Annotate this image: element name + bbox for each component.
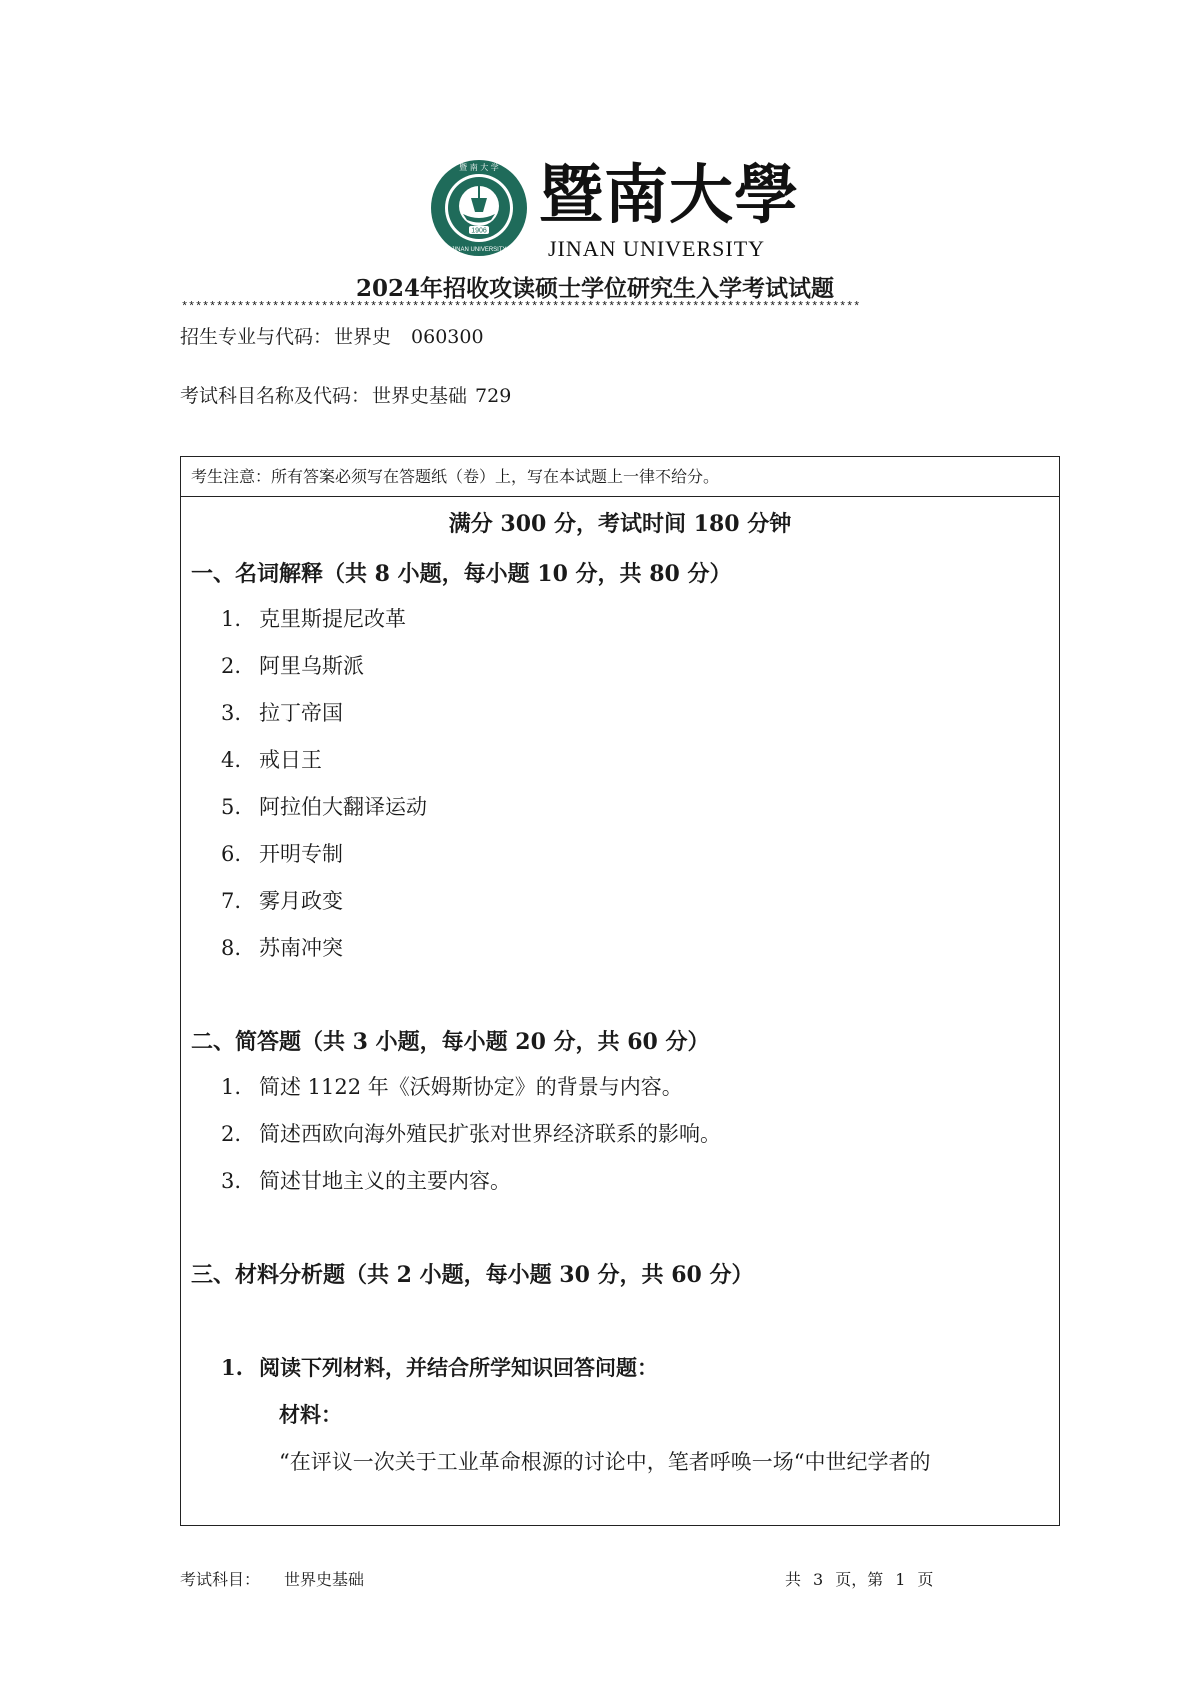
list-item: 2. 简述西欧向海外殖民扩张对世界经济联系的影响。	[221, 1122, 721, 1146]
page-total: 3	[813, 1570, 824, 1589]
svg-text:暨 南 大 学: 暨 南 大 学	[459, 163, 499, 172]
exam-content-box	[180, 456, 1060, 1526]
list-item: 1. 简述 1122 年《沃姆斯协定》的背景与内容。	[221, 1075, 683, 1099]
list-item: 3. 拉丁帝国	[221, 701, 343, 725]
material-question-1: 1. 阅读下列材料，并结合所学知识回答问题：	[221, 1355, 658, 1380]
subject-code: 729	[475, 385, 512, 407]
major-label: 招生专业与代码：	[180, 326, 333, 348]
asterisk-separator: *************************************************************************************************	[181, 300, 861, 314]
svg-text:1906: 1906	[471, 227, 487, 235]
list-item: 2. 阿里乌斯派	[221, 654, 364, 678]
major-name: 世界史	[334, 326, 392, 348]
logo-wordmark-cn: 暨南大學	[539, 158, 799, 233]
exam-title: 2024年招收攻读硕士学位研究生入学考试试题	[355, 275, 834, 302]
section-2-title: 二、简答题（共 3 小题，每小题 20 分，共 60 分）	[191, 1029, 710, 1055]
list-item: 7. 雾月政变	[221, 889, 343, 913]
list-item: 6. 开明专制	[221, 842, 343, 866]
list-item: 3. 简述甘地主义的主要内容。	[221, 1169, 511, 1193]
list-item: 4. 戒日王	[221, 748, 322, 772]
material-label: 材料：	[279, 1402, 342, 1427]
list-item: 8. 苏南冲突	[221, 936, 343, 960]
logo-wordmark-en: JINAN UNIVERSITY	[548, 236, 766, 261]
subject-line	[180, 381, 511, 408]
major-line	[180, 322, 484, 349]
major-code: 060300	[411, 326, 484, 348]
footer-subject	[180, 1567, 364, 1590]
subject-name: 世界史基础	[372, 385, 468, 407]
list-item: 1. 克里斯提尼改革	[221, 607, 406, 631]
university-emblem-icon	[429, 158, 529, 258]
material-text: “在评议一次关于工业革命根源的讨论中，笔者呼唤一场“中世纪学者的	[279, 1450, 931, 1474]
footer-subject-value: 世界史基础	[284, 1570, 365, 1589]
page-current: 1	[895, 1570, 906, 1589]
section-1-title: 一、名词解释（共 8 小题，每小题 10 分，共 80 分）	[191, 561, 732, 587]
full-mark-line: 满分 300 分，考试时间 180 分钟	[448, 511, 792, 537]
subject-label: 考试科目名称及代码：	[180, 385, 371, 407]
university-logo	[429, 158, 799, 261]
list-item: 5. 阿拉伯大翻译运动	[221, 795, 427, 819]
footer-subject-label: 考试科目：	[180, 1570, 261, 1589]
svg-text:JINAN UNIVERSITY: JINAN UNIVERSITY	[451, 247, 507, 253]
section-3-title: 三、材料分析题（共 2 小题，每小题 30 分，共 60 分）	[191, 1262, 754, 1288]
footer-page-indicator: 共 3 页，第 1 页	[785, 1570, 934, 1589]
candidate-notice: 考生注意：所有答案必须写在答题纸（卷）上，写在本试题上一律不给分。	[181, 457, 1059, 497]
